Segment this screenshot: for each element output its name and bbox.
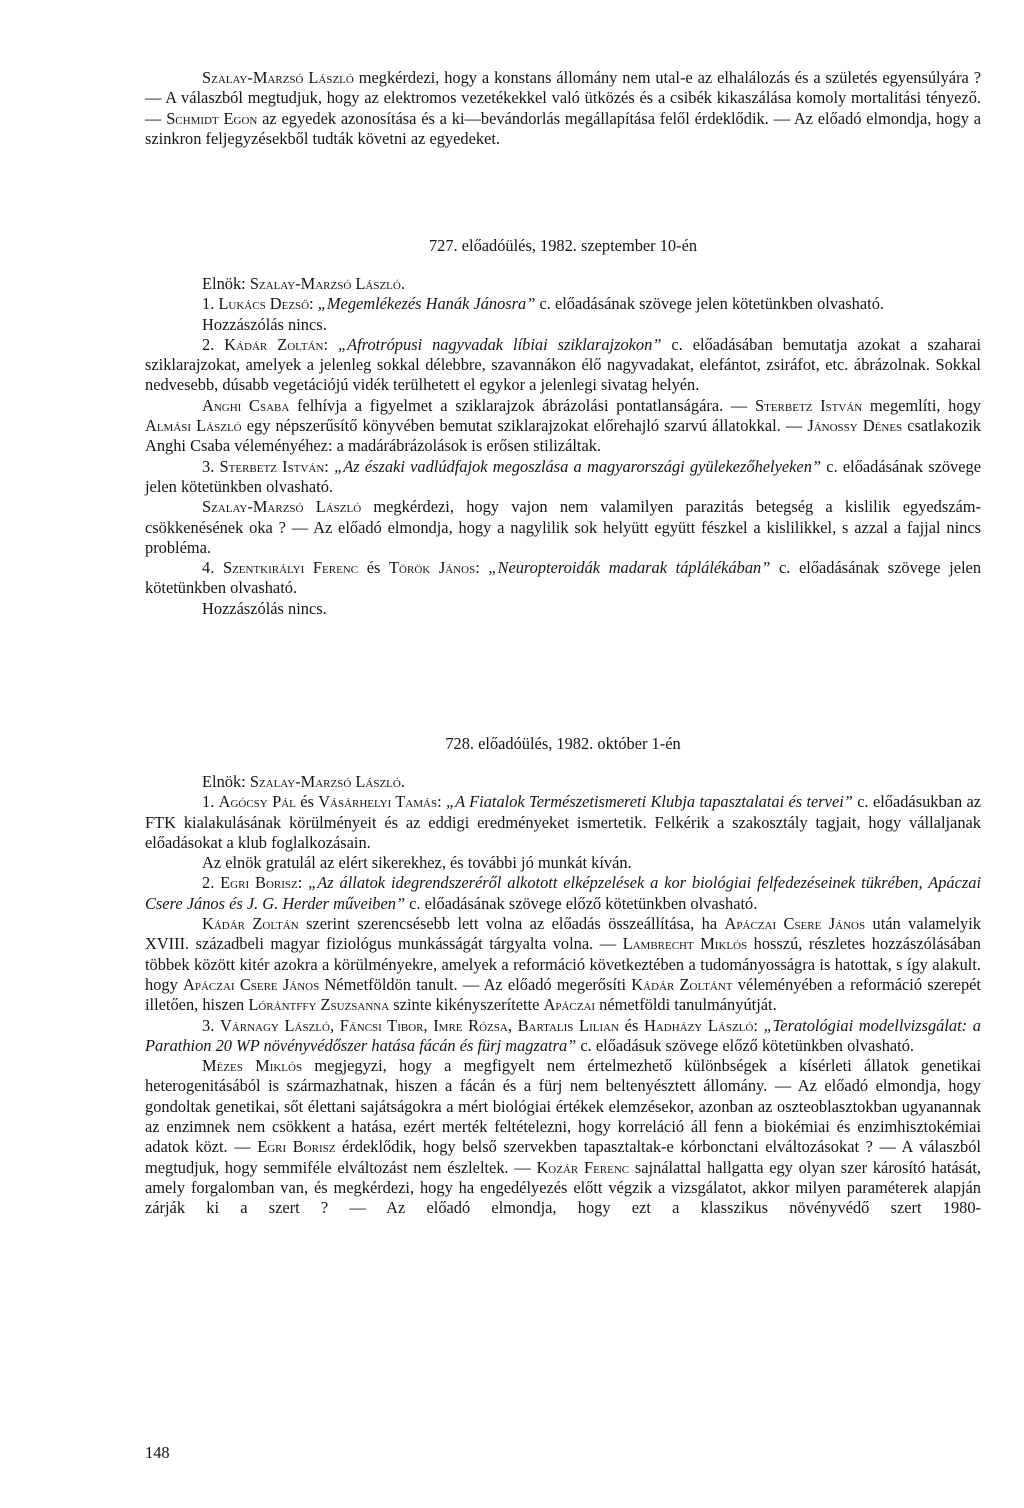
text: : (297, 873, 309, 893)
author: Kádár Zoltán (224, 334, 324, 354)
lecture-title: „Neuropteroidák madarak táplálékában” (488, 558, 771, 578)
text: : (324, 456, 335, 476)
session-728 (145, 734, 981, 754)
chair-label: Elnök: (202, 772, 250, 791)
discussion-3 (145, 497, 981, 558)
person-name: Szalay-Marzsó László (202, 497, 362, 517)
page-number: 148 (145, 1443, 170, 1462)
lecture-item-2 (145, 335, 981, 396)
session-728-body (145, 772, 981, 1219)
author: Imre Rózsa (433, 1015, 508, 1035)
session-727-body (145, 274, 981, 619)
chair-reply: Az elnök gratulál az elért sikerekhez, és további jó munkát kíván. (202, 853, 632, 873)
item-number: 4. (202, 558, 223, 578)
text: megkérdezi, hogy a konstans állomány nem utal-e az elhalálozás és a születés egyensúlyára ? — A válaszból megtudjuk, hogy az elektromos vezetékekkel való ütközés és a csibék kikaszálása komoly mortalitási tényező. — (145, 68, 981, 128)
lecture-item-3 (145, 1016, 981, 1057)
lecture-title: „A Fiatalok Természetismereti Klubja tapasztalatai és tervei” (445, 792, 853, 812)
chair-label: Elnök: (202, 274, 250, 293)
item-number: 2. (202, 873, 221, 893)
text: : (309, 294, 318, 314)
person-name: Kádár Zoltánt (631, 974, 733, 994)
session-heading: 727. előadóülés, 1982. szeptember 10-én (428, 236, 698, 255)
lecture-item-2 (145, 873, 981, 914)
lecture-item-3 (145, 457, 981, 498)
text: egy népszerűsítő könyvében bemutat sziklarajzokat előrehajló szarvú állatokkal. — (241, 416, 808, 436)
text: felhívja a figyelmet a sziklarajzok ábrázolási pontatlanságára. — (289, 395, 755, 415)
person-name: Apáczai (543, 995, 596, 1015)
item-number: 1. (202, 294, 219, 314)
author: Várnagy László (219, 1015, 330, 1035)
text: csatlakozik Anghi Csaba véleményéhez: a madárábrázolások is erősen stilizáltak. (145, 416, 981, 456)
item-number: 2. (202, 334, 225, 354)
text: Németföldön tanult. — Az előadó megerősíti (319, 974, 632, 994)
text: c. előadásának szövege jelen kötetünkben olvasható. (535, 294, 885, 314)
author: Török János (389, 558, 476, 578)
text: c. előadásukban az FTK kialakulásának körülményeit és az eddigi eredményeket ismertetik. Felkérik a szakosztály tagjait, hogy vállaljanak előadásokat a klub foglalkozásain. (145, 792, 982, 852)
author: Szentkirályi Ferenc (222, 558, 359, 578)
lecture-item-1 (145, 294, 981, 314)
text: , (507, 1015, 518, 1035)
item-number: 3. (202, 456, 220, 476)
discussion-3 (145, 1056, 981, 1218)
person-name: Apáczai Csere János (724, 914, 866, 934)
text: szinte kikényszerítette (389, 995, 544, 1015)
lecture-item-1 (145, 792, 981, 853)
text: az egyedek azonosítása és a ki—bevándorlás megállapítása felől érdeklődik. — Az előadó elmondja, hogy a szinkron feljegyzésekből tudták követni az egyedeket. (145, 108, 981, 148)
author: Lukács Dezső (218, 294, 310, 314)
text: , (423, 1015, 434, 1035)
person-name: Kádár Zoltán (202, 914, 299, 934)
text: : (753, 1015, 764, 1035)
item-number: 3. (202, 1015, 220, 1035)
text: c. előadásának szövege előző kötetünkben olvasható. (405, 893, 758, 913)
author: Sterbetz István (219, 456, 325, 476)
author: Vásárhelyi Tamás (318, 792, 438, 812)
person-name: Schmidt Egon (166, 108, 258, 128)
author: Hadházy László (643, 1015, 754, 1035)
text: szerint szerencsésebb lett volna az előadás összeállítása, ha (298, 914, 725, 934)
text: németföldi tanulmányútját. (595, 995, 777, 1015)
author: Bartalis Lilian (517, 1015, 620, 1035)
text: , (329, 1015, 340, 1035)
author: Egri Borisz (220, 873, 298, 893)
text: után valamelyik XVIII. századbeli magyar fiziológus munkásságát tárgyalta volna. — (145, 914, 981, 954)
text: c. előadásában bemutatja azokat a szaharai sziklarajzokat, amelyek a jelenleg sokkal délebbre, szavannákon élő nagyvadakat, elefántot, zsiráfot, etc. ábrázolnak. Sokkal nedvesebb, dúsabb vegetációjú vidék terülhetett el egykor a jelenlegi sivatag helyén. (145, 334, 982, 395)
text: és (358, 558, 390, 578)
person-name: Lórántffy Zsuzsanna (248, 995, 390, 1015)
person-name: Kozár Ferenc (536, 1157, 630, 1177)
lecture-title: „Megemlékezés Hanák Jánosra” (317, 294, 536, 314)
text: : (323, 334, 339, 354)
lecture-item-4 (145, 558, 981, 599)
discussion-2 (145, 914, 981, 1015)
person-name: Szalay-Marzsó László (202, 68, 354, 87)
text: sajnálattal hallgatta egy olyan szer károsító hatását, amely forgalomban van, és megkérdezi, hogy ha engedélyezés előtt végzik a vizsgálatot, akkor milyen paraméterek alapján zárják ki a szert ? — Az előadó elmondja, hogy ezt a klasszikus növényvédő szert 1980- (145, 1157, 981, 1218)
chair-line (145, 274, 981, 294)
item-number: 1. (202, 792, 219, 812)
person-name: Apáczai Csere János (183, 974, 320, 994)
person-name: Jánossy Dénes (807, 416, 903, 436)
text: véleményében a reformáció szerepét illetően, hiszen (145, 974, 981, 1015)
person-name: Anghi Csaba (202, 395, 290, 415)
text: c. előadásuk szövege előző kötetünkben olvasható. (576, 1035, 915, 1055)
person-name: Mézes Miklós (202, 1056, 303, 1076)
no-comment: Hozzászólás nincs. (202, 598, 327, 618)
author: Fáncsi Tibor (339, 1015, 424, 1035)
intro-paragraph (145, 68, 981, 149)
text: : (437, 792, 446, 812)
chair-line (145, 772, 981, 792)
session-heading: 728. előadóülés, 1982. október 1-én (445, 734, 681, 753)
lecture-title: „Afrotrópusi nagyvadak líbiai sziklarajzokon” (338, 334, 662, 354)
person-name: Egri Borisz (257, 1137, 336, 1157)
chair-name: Szalay-Marzsó László. (249, 772, 405, 791)
author: Agócsy Pál (218, 792, 296, 812)
text: megemlíti, hogy (862, 395, 981, 415)
text: : (475, 558, 489, 578)
lecture-title: „Az északi vadlúdfajok megoszlása a magyarországi gyülekezőhelyeken” (334, 456, 822, 476)
text: érdeklődik, hogy belső szervekben tapasztaltak-e kórbonctani elváltozásokat ? — A válaszból megtudjuk, hogy semmiféle elváltozást nem észleltek. — (145, 1137, 981, 1177)
text: c. előadásának szövege jelen kötetünkben olvasható. (145, 558, 982, 598)
text: c. előadásának szövege jelen kötetünkben olvasható. (145, 456, 981, 496)
person-name: Almási László (145, 416, 242, 436)
text: megjegyzi, hogy a megfigyelt nem értelmezhető különbségek a kísérleti állatok genetikai heterogenitásából is származhatnak, hiszen a fácán és a fürj nem beltenyésztett állomány. — Az előadó elmondja, hogy gondoltak genetikai, sőt élettani sajátságokra a mért biológiai értékek elemzésekor, azonban az oszteoblasztokban ugyanannak az enzimnek nem csökkent a hatása, ezért merték feltételezni, hogy korreláció áll fenn a biokémiai és enzimhisztokémiai adatok közt. — (145, 1056, 981, 1157)
session-727 (145, 236, 981, 256)
lecture-title: „Teratológiai modellvizsgálat: a Parathion 20 WP növényvédőszer hatása fácán és fürj magzatra” (145, 1015, 981, 1055)
lecture-title: „Az állatok idegrendszeréről alkotott elképzelések a kor biológiai felfedezéseinek tükrében, Apáczai Csere János és J. G. Herder műveiben” (145, 873, 981, 913)
discussion-2 (145, 396, 981, 457)
no-comment: Hozzászólás nincs. (202, 314, 327, 334)
text: hosszú, részletes hozzászólásában többek között kitér azokra a körülményekre, amelyek a reformáció következtében a tudományosságra is hatottak, s így alakult. hogy (145, 934, 981, 994)
text: és (619, 1015, 644, 1035)
chair-name: Szalay-Marzsó László. (249, 274, 405, 293)
person-name: Lambrecht Miklós (622, 934, 748, 954)
text: és (295, 792, 319, 812)
person-name: Sterbetz István (755, 395, 863, 415)
text: megkérdezi, hogy vajon nem valamilyen parazitás betegség a kislilik egyedszám-csökkenésének oka ? — Az előadó elmondja, hogy a nagylilik sok helyütt együtt fészkel a kislilikkel, s azzal a fajjal nincs probléma. (145, 497, 981, 557)
